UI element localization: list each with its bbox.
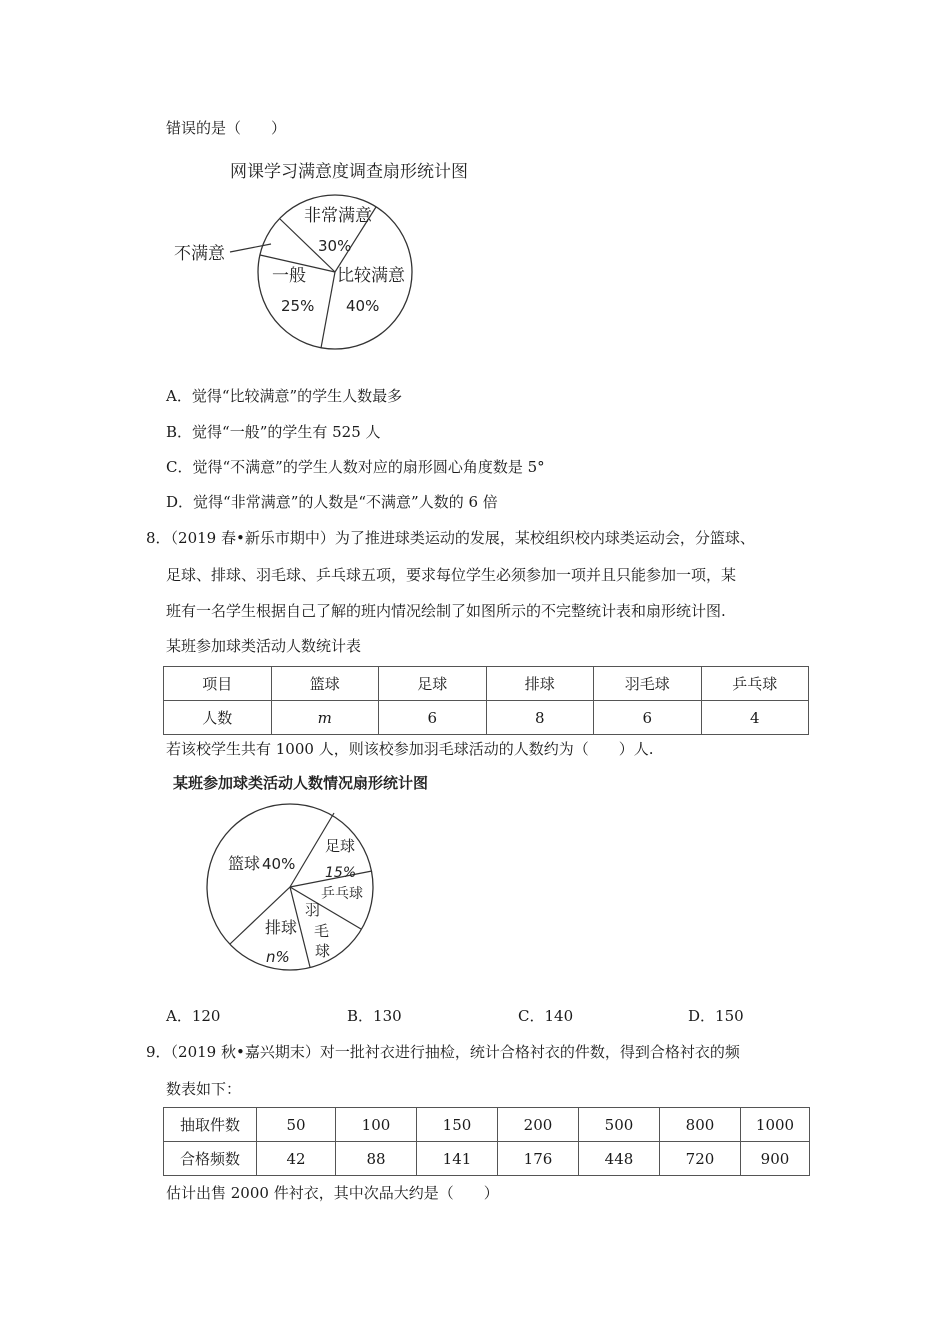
q8-option-c: C．140 xyxy=(518,1007,574,1025)
table-cell: 8 xyxy=(486,701,594,735)
table-cell: 150 xyxy=(417,1108,498,1142)
table-cell: 720 xyxy=(660,1142,741,1176)
table-cell: 羽毛球 xyxy=(594,667,702,701)
q8-slice-label: 篮球 xyxy=(228,854,261,873)
q7-chart-title: 网课学习满意度调查扇形统计图 xyxy=(230,162,468,182)
table-cell: 抽取件数 xyxy=(164,1108,257,1142)
table-cell: 800 xyxy=(660,1108,741,1142)
q7-option-b: B．觉得“一般”的学生有 525 人 xyxy=(166,423,381,441)
table-cell: 448 xyxy=(579,1142,660,1176)
q7-slice-value: 30% xyxy=(318,237,352,255)
q7-option-d: D．觉得“非常满意”的人数是“不满意”人数的 6 倍 xyxy=(166,493,498,511)
q8-slice-label: 足球 xyxy=(325,837,356,855)
q8-pie-chart xyxy=(165,770,455,975)
table-cell: 88 xyxy=(336,1142,417,1176)
table-cell: 篮球 xyxy=(271,667,379,701)
q7-slice-value: 25% xyxy=(281,297,315,315)
q7-pie-chart xyxy=(160,155,500,360)
table-cell: 足球 xyxy=(379,667,487,701)
q7-pie-divider xyxy=(321,272,335,348)
q9-stem-line: 数表如下： xyxy=(166,1080,242,1098)
table-row xyxy=(164,1108,810,1142)
q8-options xyxy=(0,1006,950,1028)
q8-question: 若该校学生共有 1000 人，则该校参加羽毛球活动的人数约为（ ）人. xyxy=(166,740,654,758)
table-cell: 人数 xyxy=(164,701,272,735)
q8-option-a: A．120 xyxy=(166,1007,221,1025)
table-row xyxy=(164,701,809,735)
q7-slice-value: 40% xyxy=(346,297,380,315)
q8-table xyxy=(163,666,809,735)
table-row xyxy=(164,667,809,701)
table-cell: 141 xyxy=(417,1142,498,1176)
q8-slice-value: 15% xyxy=(325,865,357,881)
q8-stem-line: 班有一名学生根据自己了解的班内情况绘制了如图所示的不完整统计表和扇形统计图. xyxy=(166,602,726,620)
q8-slice-label: 毛 xyxy=(314,922,330,940)
q7-option-a: A．觉得“比较满意”的学生人数最多 xyxy=(166,387,403,405)
table-cell: 900 xyxy=(741,1142,810,1176)
q8-chart-title: 某班参加球类活动人数情况扇形统计图 xyxy=(173,774,429,792)
q9-stem-line: 9．（2019 秋•嘉兴期末）对一批衬衣进行抽检，统计合格衬衣的件数，得到合格衬衣的频 xyxy=(146,1043,740,1061)
table-cell: 6 xyxy=(594,701,702,735)
q9-table xyxy=(163,1107,810,1176)
q7-option-c: C．觉得“不满意”的学生人数对应的扇形圆心角度数是 5° xyxy=(166,458,545,476)
table-cell: 42 xyxy=(257,1142,336,1176)
table-cell: 500 xyxy=(579,1108,660,1142)
q9-question: 估计出售 2000 件衬衣，其中次品大约是（ ） xyxy=(166,1184,499,1202)
table-cell: 100 xyxy=(336,1108,417,1142)
table-row xyxy=(164,1142,810,1176)
q8-slice-label: 球 xyxy=(315,942,331,960)
q7-leader-line xyxy=(230,244,271,252)
q8-slice-value: 40% xyxy=(262,855,296,873)
q8-table-caption: 某班参加球类活动人数统计表 xyxy=(166,637,362,655)
q8-option-b: B．130 xyxy=(347,1007,402,1025)
table-cell: 6 xyxy=(379,701,487,735)
table-cell: 合格频数 xyxy=(164,1142,257,1176)
q7-stem-tail: 错误的是（ ） xyxy=(166,119,287,137)
q8-stem-line: 足球、排球、羽毛球、乒乓球五项，要求每位学生必须参加一项并且只能参加一项，某 xyxy=(166,566,737,584)
q8-slice-label: 排球 xyxy=(265,918,298,937)
table-cell: 1000 xyxy=(741,1108,810,1142)
q8-stem-line: 8．（2019 春•新乐市期中）为了推进球类运动的发展，某校组织校内球类运动会，分篮球、 xyxy=(146,529,755,547)
q7-slice-label: 比较满意 xyxy=(337,266,405,286)
q7-slice-label: 非常满意 xyxy=(304,206,372,226)
table-cell: 排球 xyxy=(486,667,594,701)
table-cell: 200 xyxy=(498,1108,579,1142)
table-cell: 176 xyxy=(498,1142,579,1176)
table-cell: 乒乓球 xyxy=(701,667,809,701)
q8-slice-value: n% xyxy=(266,948,290,966)
q8-slice-label: 乒乓球 xyxy=(321,886,363,902)
table-cell: 4 xyxy=(701,701,809,735)
q7-slice-label: 一般 xyxy=(272,266,306,286)
table-cell: m xyxy=(271,701,379,735)
q7-slice-label: 不满意 xyxy=(174,244,225,264)
table-cell: 50 xyxy=(257,1108,336,1142)
q8-slice-label: 羽 xyxy=(305,901,321,919)
q8-option-d: D．150 xyxy=(688,1007,744,1025)
table-cell: 项目 xyxy=(164,667,272,701)
